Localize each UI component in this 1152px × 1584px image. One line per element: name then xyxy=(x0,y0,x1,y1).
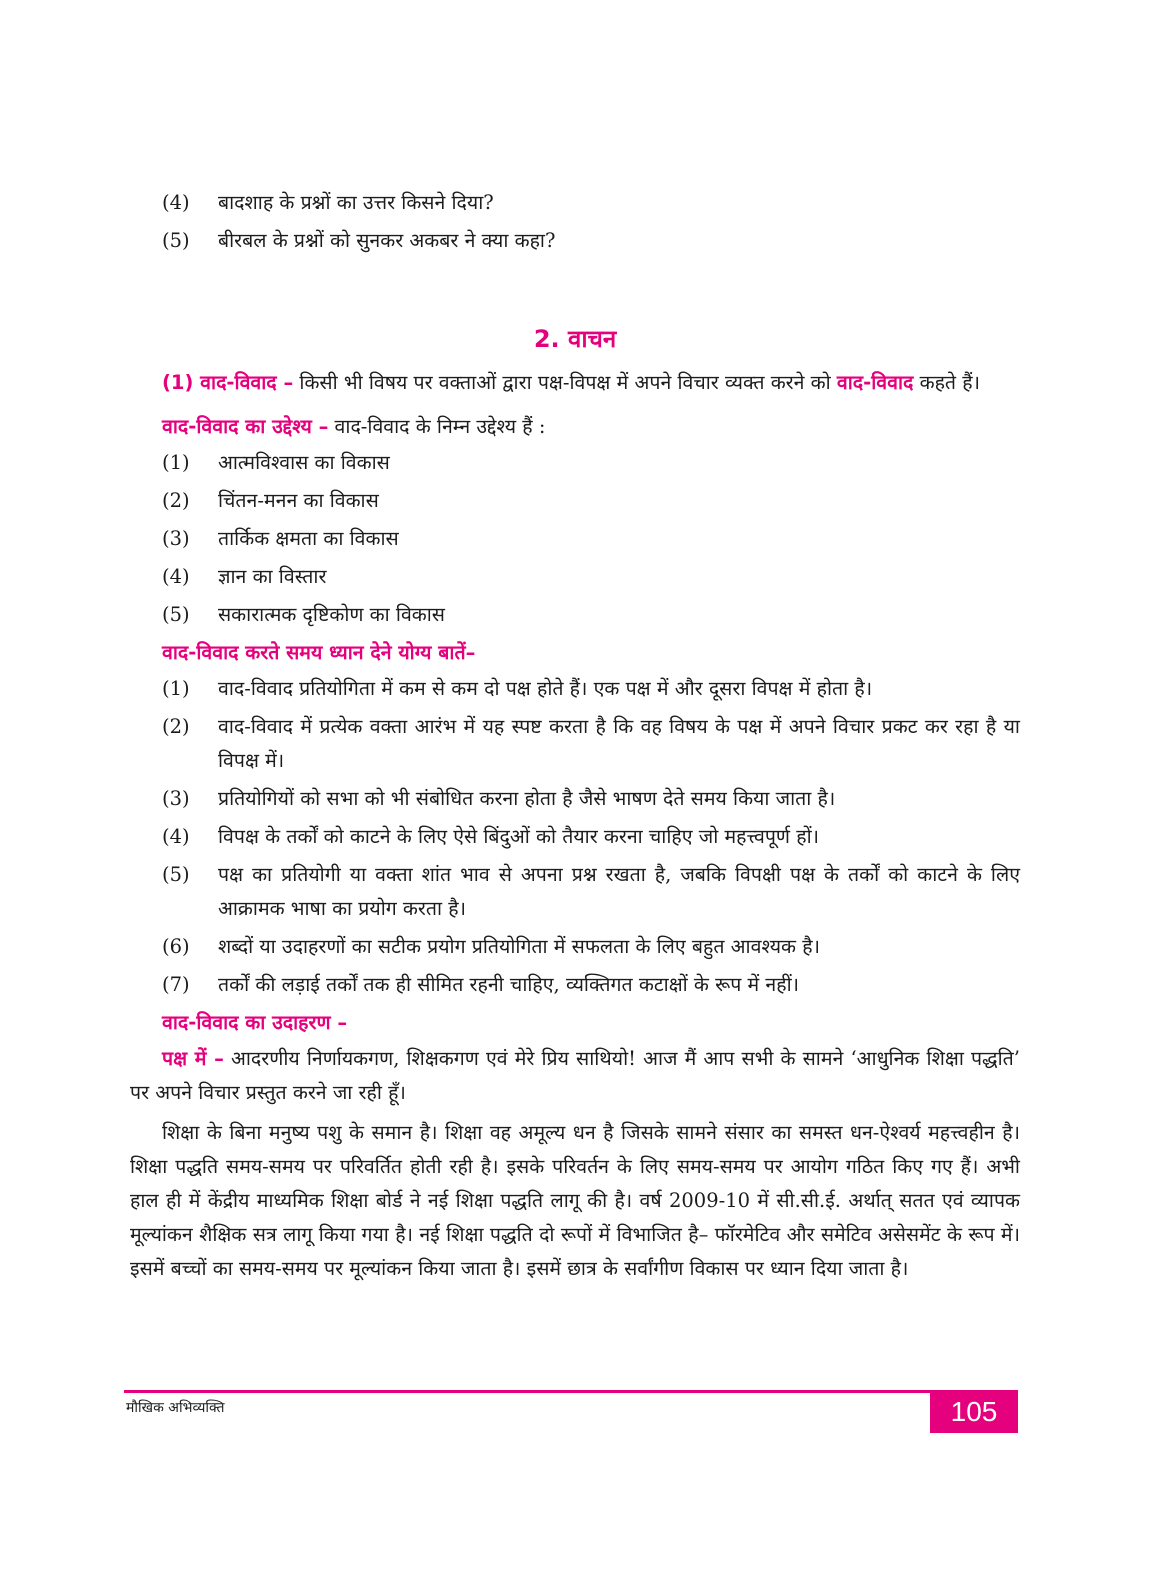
list-item xyxy=(130,560,1020,594)
item-text: बीरबल के प्रश्नों को सुनकर अकबर ने क्या कहा? xyxy=(218,229,556,252)
list-item xyxy=(130,930,1020,964)
list-item xyxy=(130,782,1020,816)
item-number: (4) xyxy=(162,565,190,588)
item-text: प्रतियोगियों को सभा को भी संबोधित करना होता है जैसे भाषण देते समय किया जाता है। xyxy=(218,787,836,810)
list-item xyxy=(130,224,1020,258)
example-lead: पक्ष में – xyxy=(162,1047,224,1070)
page-number: 105 xyxy=(930,1391,1018,1433)
item-number: (4) xyxy=(162,191,190,214)
item-text: विपक्ष के तर्कों को काटने के लिए ऐसे बिंदुओं को तैयार करना चाहिए जो महत्त्वपूर्ण हों। xyxy=(218,825,820,848)
item-number: (2) xyxy=(162,489,190,512)
list-item xyxy=(130,446,1020,480)
purpose-heading-line xyxy=(162,410,1020,444)
item-text: पक्ष का प्रतियोगी या वक्ता शांत भाव से अपना प्रश्न रखता है, जबकि विपक्षी पक्ष के तर्कों को काटने के लिए आक्रामक भाषा का प्रयोग करता है। xyxy=(218,863,1020,920)
item-number: (3) xyxy=(162,527,190,550)
question-list xyxy=(130,186,1020,258)
example-body-paragraph: शिक्षा के बिना मनुष्य पशु के समान है। शिक्षा वह अमूल्य धन है जिसके सामने संसार का समस्त धन-ऐश्वर्य महत्त्वहीन है। शिक्षा पद्धति समय-समय पर परिवर्तित होती रही है। इसके परिवर्तन के लिए समय-समय पर आयोग गठित किए गए हैं। अभी हाल ही में केंद्रीय माध्यमिक शिक्षा बोर्ड ने नई शिक्षा पद्धति लागू की है। वर्ष 2009-10 में सी.सी.ई. अर्थात् सतत एवं व्यापक मूल्यांकन शैक्षिक सत्र लागू किया गया है। नई शिक्षा पद्धति दो रूपों में विभाजित है– फॉरमेटिव और समेटिव असेसमेंट के रूप में। इसमें बच्चों का समय-समय पर मूल्यांकन किया जाता है। इसमें छात्र के सर्वांगीण विकास पर ध्यान दिया जाता है। xyxy=(130,1121,1020,1280)
item-text: शब्दों या उदाहरणों का सटीक प्रयोग प्रतियोगिता में सफलता के लिए बहुत आवश्यक है। xyxy=(218,935,820,958)
item-number: (2) xyxy=(162,715,190,738)
item-text: तार्किक क्षमता का विकास xyxy=(218,527,399,550)
list-item xyxy=(130,186,1020,220)
tips-heading: वाद-विवाद करते समय ध्यान देने योग्य बातें– xyxy=(162,641,476,664)
definition-tail: कहते हैं। xyxy=(913,371,980,394)
tips-list xyxy=(130,672,1020,1002)
item-number: (5) xyxy=(162,863,190,886)
definition-lead: (1) वाद-विवाद – xyxy=(162,371,294,394)
purpose-heading: वाद-विवाद का उद्देश्य – xyxy=(162,415,329,438)
item-number: (3) xyxy=(162,787,190,810)
example-heading-line xyxy=(162,1006,1020,1040)
example-heading: वाद-विवाद का उदाहरण – xyxy=(162,1011,348,1034)
item-number: (1) xyxy=(162,451,190,474)
list-item xyxy=(130,820,1020,854)
item-number: (5) xyxy=(162,229,190,252)
section-title: 2. वाचन xyxy=(533,325,617,353)
item-number: (5) xyxy=(162,603,190,626)
item-text: वाद-विवाद प्रतियोगिता में कम से कम दो पक्ष होते हैं। एक पक्ष में और दूसरा विपक्ष में होता है। xyxy=(218,677,873,700)
item-text: वाद-विवाद में प्रत्येक वक्ता आरंभ में यह स्पष्ट करता है कि वह विषय के पक्ष में अपने विचार प्रकट कर रहा है या विपक्ष में। xyxy=(218,715,1020,772)
item-text: सकारात्मक दृष्टिकोण का विकास xyxy=(218,603,445,626)
example-intro-paragraph xyxy=(130,1042,1020,1110)
list-item xyxy=(130,968,1020,1002)
item-number: (6) xyxy=(162,935,190,958)
definition-term: वाद-विवाद xyxy=(836,371,914,394)
item-text: आत्मविश्वास का विकास xyxy=(218,451,390,474)
list-item xyxy=(130,672,1020,706)
page-content xyxy=(130,186,1020,1286)
list-item xyxy=(130,484,1020,518)
tips-heading-line xyxy=(162,636,1020,670)
example-intro: आदरणीय निर्णायकगण, शिक्षकगण एवं मेरे प्रिय साथियो! आज मैं आप सभी के सामने ‘आधुनिक शिक्षा पद्धति’ पर अपने विचार प्रस्तुत करने जा रही हूँ। xyxy=(130,1047,1020,1104)
list-item xyxy=(130,858,1020,926)
definition-text: किसी भी विषय पर वक्ताओं द्वारा पक्ष-विपक्ष में अपने विचार व्यक्त करने को xyxy=(293,371,837,394)
item-number: (1) xyxy=(162,677,190,700)
definition-paragraph xyxy=(130,366,1020,400)
item-text: ज्ञान का विस्तार xyxy=(218,565,327,588)
list-item xyxy=(130,598,1020,632)
item-number: (4) xyxy=(162,825,190,848)
item-text: बादशाह के प्रश्नों का उत्तर किसने दिया? xyxy=(218,191,494,214)
list-item xyxy=(130,522,1020,556)
footer-label: मौखिक अभिव्यक्ति xyxy=(126,1400,225,1416)
item-text: चिंतन-मनन का विकास xyxy=(218,489,379,512)
item-number: (7) xyxy=(162,973,190,996)
purpose-intro: वाद-विवाद के निम्न उद्देश्य हैं : xyxy=(328,415,546,438)
list-item xyxy=(130,710,1020,778)
item-text: तर्कों की लड़ाई तर्कों तक ही सीमित रहनी चाहिए, व्यक्तिगत कटाक्षों के रूप में नहीं। xyxy=(218,973,800,996)
footer-divider xyxy=(124,1390,1018,1393)
purpose-list xyxy=(130,446,1020,632)
